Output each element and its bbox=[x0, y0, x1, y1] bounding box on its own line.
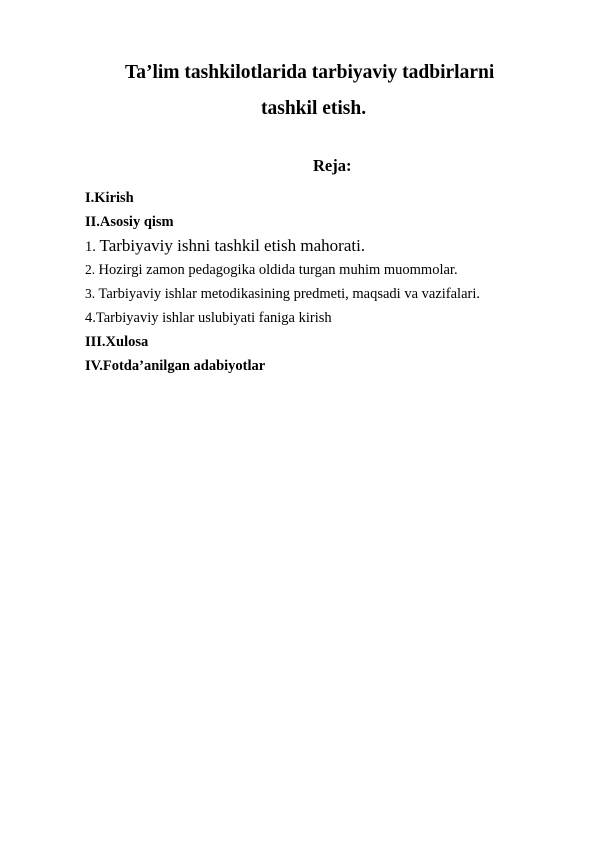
toc-item-1 bbox=[85, 234, 565, 258]
document-title-line-2: tashkil etish. bbox=[261, 98, 367, 119]
document-title-line-1: Ta’lim tashkilotlarida tarbiyaviy tadbirlarni bbox=[125, 62, 495, 83]
toc-item-1-number: 1. bbox=[85, 239, 100, 255]
toc-item-3 bbox=[85, 282, 565, 306]
plan-heading: Reja: bbox=[313, 156, 352, 175]
toc-intro: I.Kirish bbox=[85, 190, 134, 206]
toc-item-3-text: Tarbiyaviy ishlar metodikasining predmeti, maqsadi va vazifalari. bbox=[98, 286, 481, 302]
toc-conclusion: III.Xulosa bbox=[85, 334, 149, 350]
toc-item-2-number: 2. bbox=[85, 262, 99, 277]
toc-item-2-text: Hozirgi zamon pedagogika oldida turgan muhim muommolar. bbox=[98, 262, 458, 278]
toc-item-1-text: Tarbiyaviy ishni tashkil etish mahorati. bbox=[99, 236, 366, 255]
table-of-contents bbox=[85, 186, 565, 378]
toc-item-2 bbox=[85, 258, 565, 282]
toc-references: IV.Fotda’anilgan adabiyotlar bbox=[85, 358, 266, 374]
toc-item-4: 4.Tarbiyaviy ishlar uslubiyati faniga kirish bbox=[85, 310, 332, 326]
toc-item-3-number: 3. bbox=[85, 286, 99, 301]
toc-main-part: II.Asosiy qism bbox=[85, 214, 174, 230]
